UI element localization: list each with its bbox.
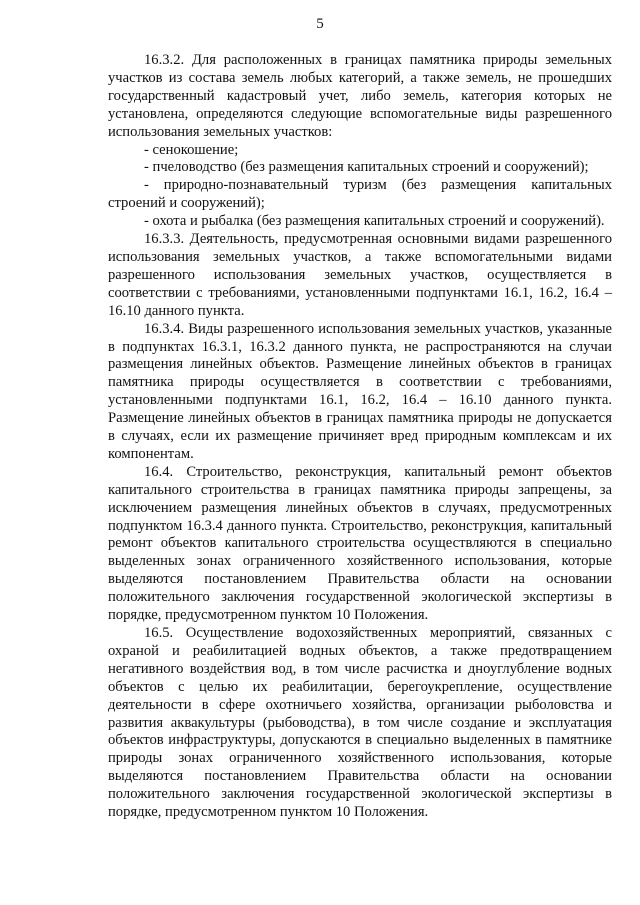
paragraph-16-4: 16.4. Строительство, реконструкция, капитальный ремонт объектов капитального строительства в границах памятника природы запрещены, за исключением размещения линейных объектов в случаях, предусмотренных подпунктом 16.3.4 данного пункта. Строительство, реконструкция, капитальный ремонт объектов капитального строительства осуществляются в специально выделенных зонах ограниченного хозяйственного использования, которые выделяются постановлением Правительства области на основании положительного заключения государственной экологической экспертизы в порядке, предусмотренном пунктом 10 Положения. xyxy=(108,463,612,624)
paragraph-16-3-3: 16.3.3. Деятельность, предусмотренная основными видами разрешенного использования земельных участков, а также вспомогательными видами разрешенного использования земельных участков, осуществляется в соответствии с требованиями, установленными подпунктами 16.1, 16.2, 16.4 – 16.10 данного пункта. xyxy=(108,231,612,319)
paragraph-16-5: 16.5. Осуществление водохозяйственных мероприятий, связанных с охраной и реабилитацией водных объектов, а также предотвращением негативного воздействия вод, в том числе расчистка и дноуглубление водных объектов с целью их реабилитации, берегоукрепление, осуществление деятельности в сфере охотничьего хозяйства, организации рыболовства и развития аквакультуры (рыбоводства), в том числе создание и эксплуатация объектов инфраструктуры, допускаются в специально выделенных в памятнике природы зонах ограниченного хозяйственного использования, которые выделяются постановлением Правительства области на основании положительного заключения государственной экологической экспертизы в порядке, предусмотренном пунктом 10 Положения. xyxy=(108,625,612,821)
document-body xyxy=(108,52,612,822)
paragraph-16-3-2: 16.3.2. Для расположенных в границах памятника природы земельных участков из состава земель любых категорий, а также земель, не прошедших государственный кадастровый учет, либо земель, категория которых не установлена, определяются следующие вспомогательные виды разрешенного использования земельных участков: xyxy=(108,52,612,140)
list-item-hunting-fishing: - охота и рыбалка (без размещения капитальных строений и сооружений). xyxy=(144,213,605,230)
list-item-tourism: - природно-познавательный туризм (без размещения капитальных строений и сооружений); xyxy=(108,177,612,212)
paragraph-16-3-4: 16.3.4. Виды разрешенного использования земельных участков, указанные в подпунктах 16.3.1, 16.3.2 данного пункта, не распространяются на случаи размещения линейных объектов. Размещение линейных объектов в границах памятника природы осуществляется в соответствии с требованиями, установленными подпунктами 16.1, 16.2, 16.4 – 16.10 данного пункта. Размещение линейных объектов в границах памятника природы не допускается в случаях, если их размещение причиняет вред природным комплексам и их компонентам. xyxy=(108,320,612,462)
list-item-beekeeping: - пчеловодство (без размещения капитальных строений и сооружений); xyxy=(144,159,589,176)
page-number: 5 xyxy=(316,16,324,32)
list-item-haymaking: - сенокошение; xyxy=(144,141,239,158)
